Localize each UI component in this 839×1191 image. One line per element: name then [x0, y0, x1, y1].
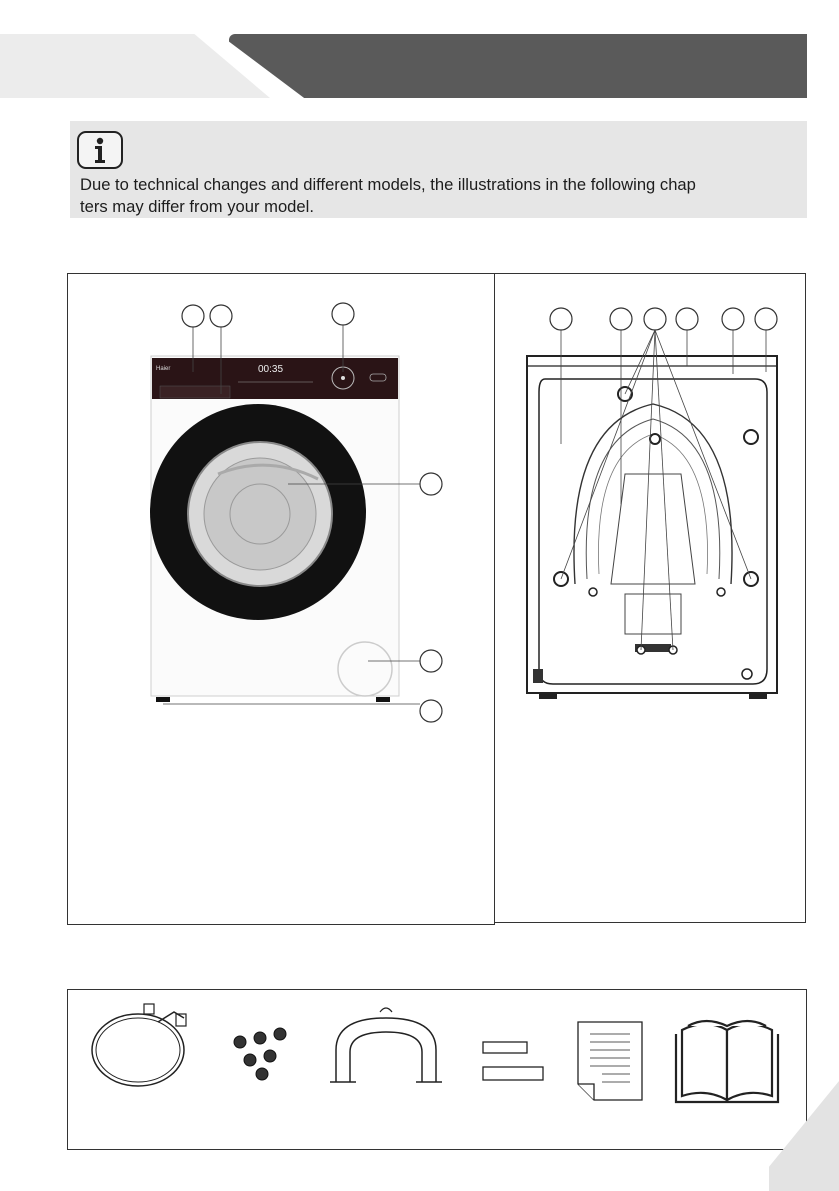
inlet-hose-icon: [92, 1004, 186, 1086]
manual-book-icon: [676, 1021, 778, 1102]
shim-icon: [483, 1067, 543, 1080]
inlet-valve: [744, 430, 758, 444]
drain-hose-connector: [742, 669, 752, 679]
header-tab-left: [0, 34, 270, 98]
rear-callout-circle-6: [755, 308, 777, 330]
foot-right: [376, 697, 390, 702]
rear-view-frame: [494, 273, 806, 923]
rear-callout-circle-5: [722, 308, 744, 330]
callout-circle-3: [332, 303, 354, 325]
callout-circle-2: [210, 305, 232, 327]
u-bend-holder-icon: [330, 1008, 442, 1082]
detergent-drawer: [160, 386, 230, 398]
shim-icon: [483, 1042, 527, 1053]
blanking-plugs-icon: [234, 1028, 286, 1080]
notice-text: Due to technical changes and different models, the illustrations in the following chap ters may differ from your model.: [80, 175, 696, 216]
header-tab-right: [229, 34, 807, 98]
washer-rear-illustration: [495, 274, 807, 924]
front-view-frame: [67, 273, 495, 925]
transport-bolt: [650, 434, 660, 444]
brand-logo: Haier: [156, 366, 171, 372]
washer-front-illustration: [68, 274, 496, 926]
display-readout: 00:35: [258, 364, 284, 375]
callout-circle-1: [182, 305, 204, 327]
rear-callout-circle-1: [550, 308, 572, 330]
rear-callout-circle-3: [644, 308, 666, 330]
power-cord-exit: [533, 669, 543, 683]
accessories-frame: [67, 989, 807, 1150]
callout-circle-5: [420, 650, 442, 672]
rear-callout-circle-4: [676, 308, 698, 330]
accessories-illustrations: [68, 990, 808, 1151]
callout-circle-6: [420, 700, 442, 722]
info-icon: [77, 131, 123, 169]
document-icon: [578, 1022, 642, 1100]
rear-callout-circle-2: [610, 308, 632, 330]
foot-left: [156, 697, 170, 702]
callout-circle-4: [420, 473, 442, 495]
